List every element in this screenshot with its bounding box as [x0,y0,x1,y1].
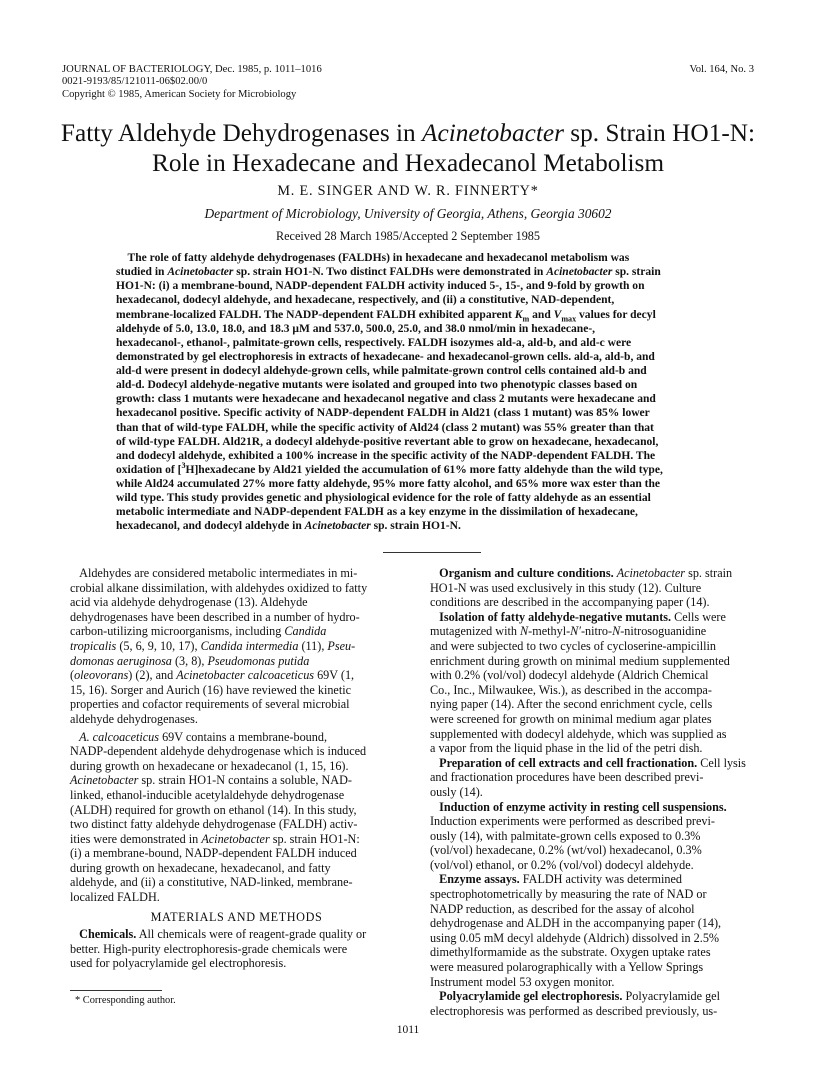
body-line: spectrophotometrically by measuring the rate of NAD or [430,887,707,902]
right-column [430,566,763,1018]
body-line: ously (14), with palmitate-grown cells exposed to 0.3% [430,828,701,843]
title-line-2: Role in Hexadecane and Hexadecanol Metabolism [151,149,665,177]
abstract-line: than that of wild-type FALDH, while the specific activity of Ald24 (class 2 mutant) was 55% greater than that [116,421,654,434]
title-line-1-b: sp. Strain HO1-N: [563,119,756,147]
body-line: Preparation of cell extracts and cell fractionation. Cell lysis [439,755,746,770]
body-line: better. High-purity electrophoresis-grade chemicals were [70,941,348,956]
abstract-line: metabolic intermediate and NADP-dependent FALDH as a key enzyme in the dissimilation of hexadecane, [116,506,638,519]
abstract-line: demonstrated by gel electrophoresis in extracts of hexadecane- and hexadecanol-grown cells. ald-a, ald-b, and [116,350,655,363]
body-line: Organism and culture conditions. Acinetobacter sp. strain [439,566,733,580]
body-line: conditions are described in the accompanying paper (14). [430,595,710,610]
journal-header [62,64,482,101]
body-line: ities were demonstrated in Acinetobacter sp. strain HO1-N: [70,831,360,846]
body-line: and were subjected to two cycles of cycloserine-ampicillin [430,638,716,653]
title-genus: Acinetobacter [422,119,564,147]
body-line: Polyacrylamide gel electrophoresis. Polyacrylamide gel [439,989,720,1004]
authors: M. E. SINGER AND W. R. FINNERTY* [277,183,539,199]
abstract-line: growth: class 1 mutants were hexadecane and hexadecanol negative and class 2 mutants were hexadecane and [116,393,656,406]
body-line: Aldehydes are considered metabolic intermediates in mi- [70,566,358,580]
body-line: dimethylformamide as the substrate. Oxygen uptake rates [430,945,711,960]
affiliation: Department of Microbiology, University of Georgia, Athens, Georgia 30602 [204,206,612,221]
abstract-line: aldehyde of 5.0, 13.0, 18.0, and 18.3 μM and 537.0, 500.0, 25.0, and 38.0 nmol/min in hexadecane-, [116,322,596,335]
abstract-line: wild type. This study provides genetic and physiological evidence for the role of fatty aldehyde as an essential [116,492,651,505]
body-line: (oleovorans) (2), and Acinetobacter calcoaceticus 69V (1, [70,668,355,683]
body-line: using 0.05 mM decyl aldehyde (Aldrich) dissolved in 2.5% [430,930,720,945]
journal-copyright: Copyright © 1985, American Society for Microbiology [62,88,297,100]
body-line: (ALDH) required for growth on ethanol (14). In this study, [70,802,357,817]
body-line: linked, ethanol-inducible acetylaldehyde dehydrogenase [70,787,345,802]
section-heading-materials-methods: MATERIALS AND METHODS [150,909,323,924]
body-line: acid via aldehyde dehydrogenase (13). Aldehyde [70,595,308,610]
body-line: NADP reduction, as described for the assay of alcohol [430,901,695,916]
received-dates: Received 28 March 1985/Accepted 2 September 1985 [276,229,540,243]
abstract-line: of wild-type FALDH. Ald21R, a dodecyl aldehyde-positive revertant able to grow on hexadecane, hexadecanol, [116,435,659,448]
article-title [50,118,766,178]
body-line: dehydrogenases have been described in a number of hydro- [70,609,360,624]
body-line: during growth on hexadecane, hexadecanol, and fatty [70,860,331,875]
body-line: two distinct fatty aldehyde dehydrogenase (FALDH) activ- [70,817,358,832]
body-line: and fractionation procedures have been described previ- [430,770,704,785]
body-line: aldehyde dehydrogenases. [70,711,198,726]
body-line: crobial alkane dissimilation, with aldehydes oxidized to fatty [70,580,368,595]
body-line: enrichment during growth on minimal medium supplemented [430,653,730,668]
body-line: Isolation of fatty aldehyde-negative mutants. Cells were [439,609,726,624]
abstract-line: hexadecanol, and dodecyl aldehyde in Acinetobacter sp. strain HO1-N. [116,520,461,533]
left-column [70,566,403,971]
body-line: carbon-utilizing microorganisms, including Candida [70,624,327,639]
abstract-line: HO1-N: (i) a membrane-bound, NADP-dependent FALDH activity induced 5-, 15-, and 9-fold by growth on [116,280,645,293]
body-line: (vol/vol) ethanol, or 0.2% (vol/vol) dodecyl aldehyde. [430,857,694,872]
body-line: Instrument model 53 oxygen monitor. [430,974,615,989]
title-line-1-a: Fatty Aldehyde Dehydrogenases in [60,119,423,147]
body-line: properties and cofactor requirements of several microbial [70,697,350,712]
footnote-divider [70,990,162,991]
abstract-line: hexadecanol-, ethanol-, palmitate-grown cells, respectively. FALDH isozymes ald-a, ald-b, and ald-c were [116,336,632,349]
body-line: NADP-dependent aldehyde dehydrogenase which is induced [70,744,367,759]
abstract-line: oxidation of [$^3$H]hexadecane by Ald21 yielded the accumulation of 61% more fatty aldehyde than the wild type, [116,461,663,476]
body-line: were measured polarographically with a Yellow Springs [430,960,704,975]
abstract-line: hexadecanol positive. Specific activity of NADP-dependent FALDH in Ald21 (class 1 mutant) was 85% lower [116,407,650,420]
body-line: 15, 16). Sorger and Aurich (16) have reviewed the kinetic [70,682,352,697]
journal-citation: JOURNAL OF BACTERIOLOGY, Dec. 1985, p. 1011–1016 [62,64,322,75]
body-line: aldehyde, and (ii) a constitutive, NAD-linked, membrane- [70,875,353,890]
journal-code: 0021-9193/85/121011-06$02.00/0 [62,76,208,88]
abstract-line: studied in Acinetobacter sp. strain HO1-N. Two distinct FALDHs were demonstrated in Acinetobacter sp. strain [116,266,661,279]
title-line-1 [50,118,766,148]
abstract-line: ald-d were present in dodecyl aldehyde-grown cells, while palmitate-grown control cells contained ald-b and [116,365,647,377]
body-line: used for polyacrylamide gel electrophoresis. [70,956,287,971]
body-line: during growth on hexadecane or hexadecanol (1, 15, 16). [70,758,349,773]
abstract-line: membrane-localized FALDH. The NADP-dependent FALDH exhibited apparent $K_m$ and $V_{max}$ values for decyl [116,308,656,323]
body-line: (vol/vol) hexadecane, 0.2% (wt/vol) hexadecanol, 0.3% [430,843,702,858]
body-line: domonas aeruginosa (3, 8), Pseudomonas putida [70,653,310,668]
body-line: electrophoresis was performed as described previously, us- [430,1003,718,1018]
body-line: localized FALDH. [70,890,160,905]
body-line: ously (14). [430,784,483,799]
body-line: Induction of enzyme activity in resting cell suspensions. [439,799,727,814]
abstract-line: and dodecyl aldehyde, exhibited a 100% increase in the specific activity of the NADP-dependent FALDH. The [116,449,656,462]
body-line: dehydrogenase and ALDH in the accompanying paper (14), [430,916,722,931]
body-line: nying paper (14). After the second enrichment cycle, cells [430,697,713,712]
body-line: mutagenized with N-methyl-N′-nitro-N-nitrosoguanidine [430,624,707,639]
corresponding-author-footnote: * Corresponding author. [75,995,176,1006]
abstract [116,251,748,534]
section-divider [383,552,481,553]
body-line: A. calcoaceticus 69V contains a membrane-bound, [79,729,328,744]
body-line: supplemented with dodecyl aldehyde, which was supplied as [430,726,727,741]
body-line: a vapor from the liquid phase in the lid of the petri dish. [430,741,703,756]
body-line: Co., Inc., Milwaukee, Wis.), as described in the accompa- [430,682,712,697]
abstract-line: ald-d. Dodecyl aldehyde-negative mutants were isolated and grouped into two phenotypic classes based on [116,379,638,392]
body-line: Chemicals. All chemicals were of reagent-grade quality or [79,927,367,942]
body-line: Enzyme assays. FALDH activity was determined [439,872,682,887]
journal-volume: Vol. 164, No. 3 [689,64,754,75]
body-line: Induction experiments were performed as described previ- [430,814,715,829]
page-number: 1011 [396,1024,420,1036]
body-line: Acinetobacter sp. strain HO1-N contains a soluble, NAD- [70,773,352,788]
abstract-line: The role of fatty aldehyde dehydrogenases (FALDHs) in hexadecane and hexadecanol metabolism was [116,252,630,264]
abstract-line: hexadecanol, dodecyl aldehyde, and hexadecane, respectively, and (ii) a constitutive, NAD-dependent, [116,294,615,307]
body-line: were screened for growth on minimal medium agar plates [430,711,712,726]
body-line: (i) a membrane-bound, NADP-dependent FALDH induced [70,846,357,861]
body-line: with 0.2% (vol/vol) dodecyl aldehyde (Aldrich Chemical [430,668,709,683]
body-line: tropicalis (5, 6, 9, 10, 17), Candida intermedia (11), Pseu- [70,638,356,653]
abstract-line: while Ald24 accumulated 27% more fatty aldehyde, 95% more fatty alcohol, and 65% more wax ester than the [116,478,661,490]
body-line: HO1-N was used exclusively in this study (12). Culture [430,580,702,595]
